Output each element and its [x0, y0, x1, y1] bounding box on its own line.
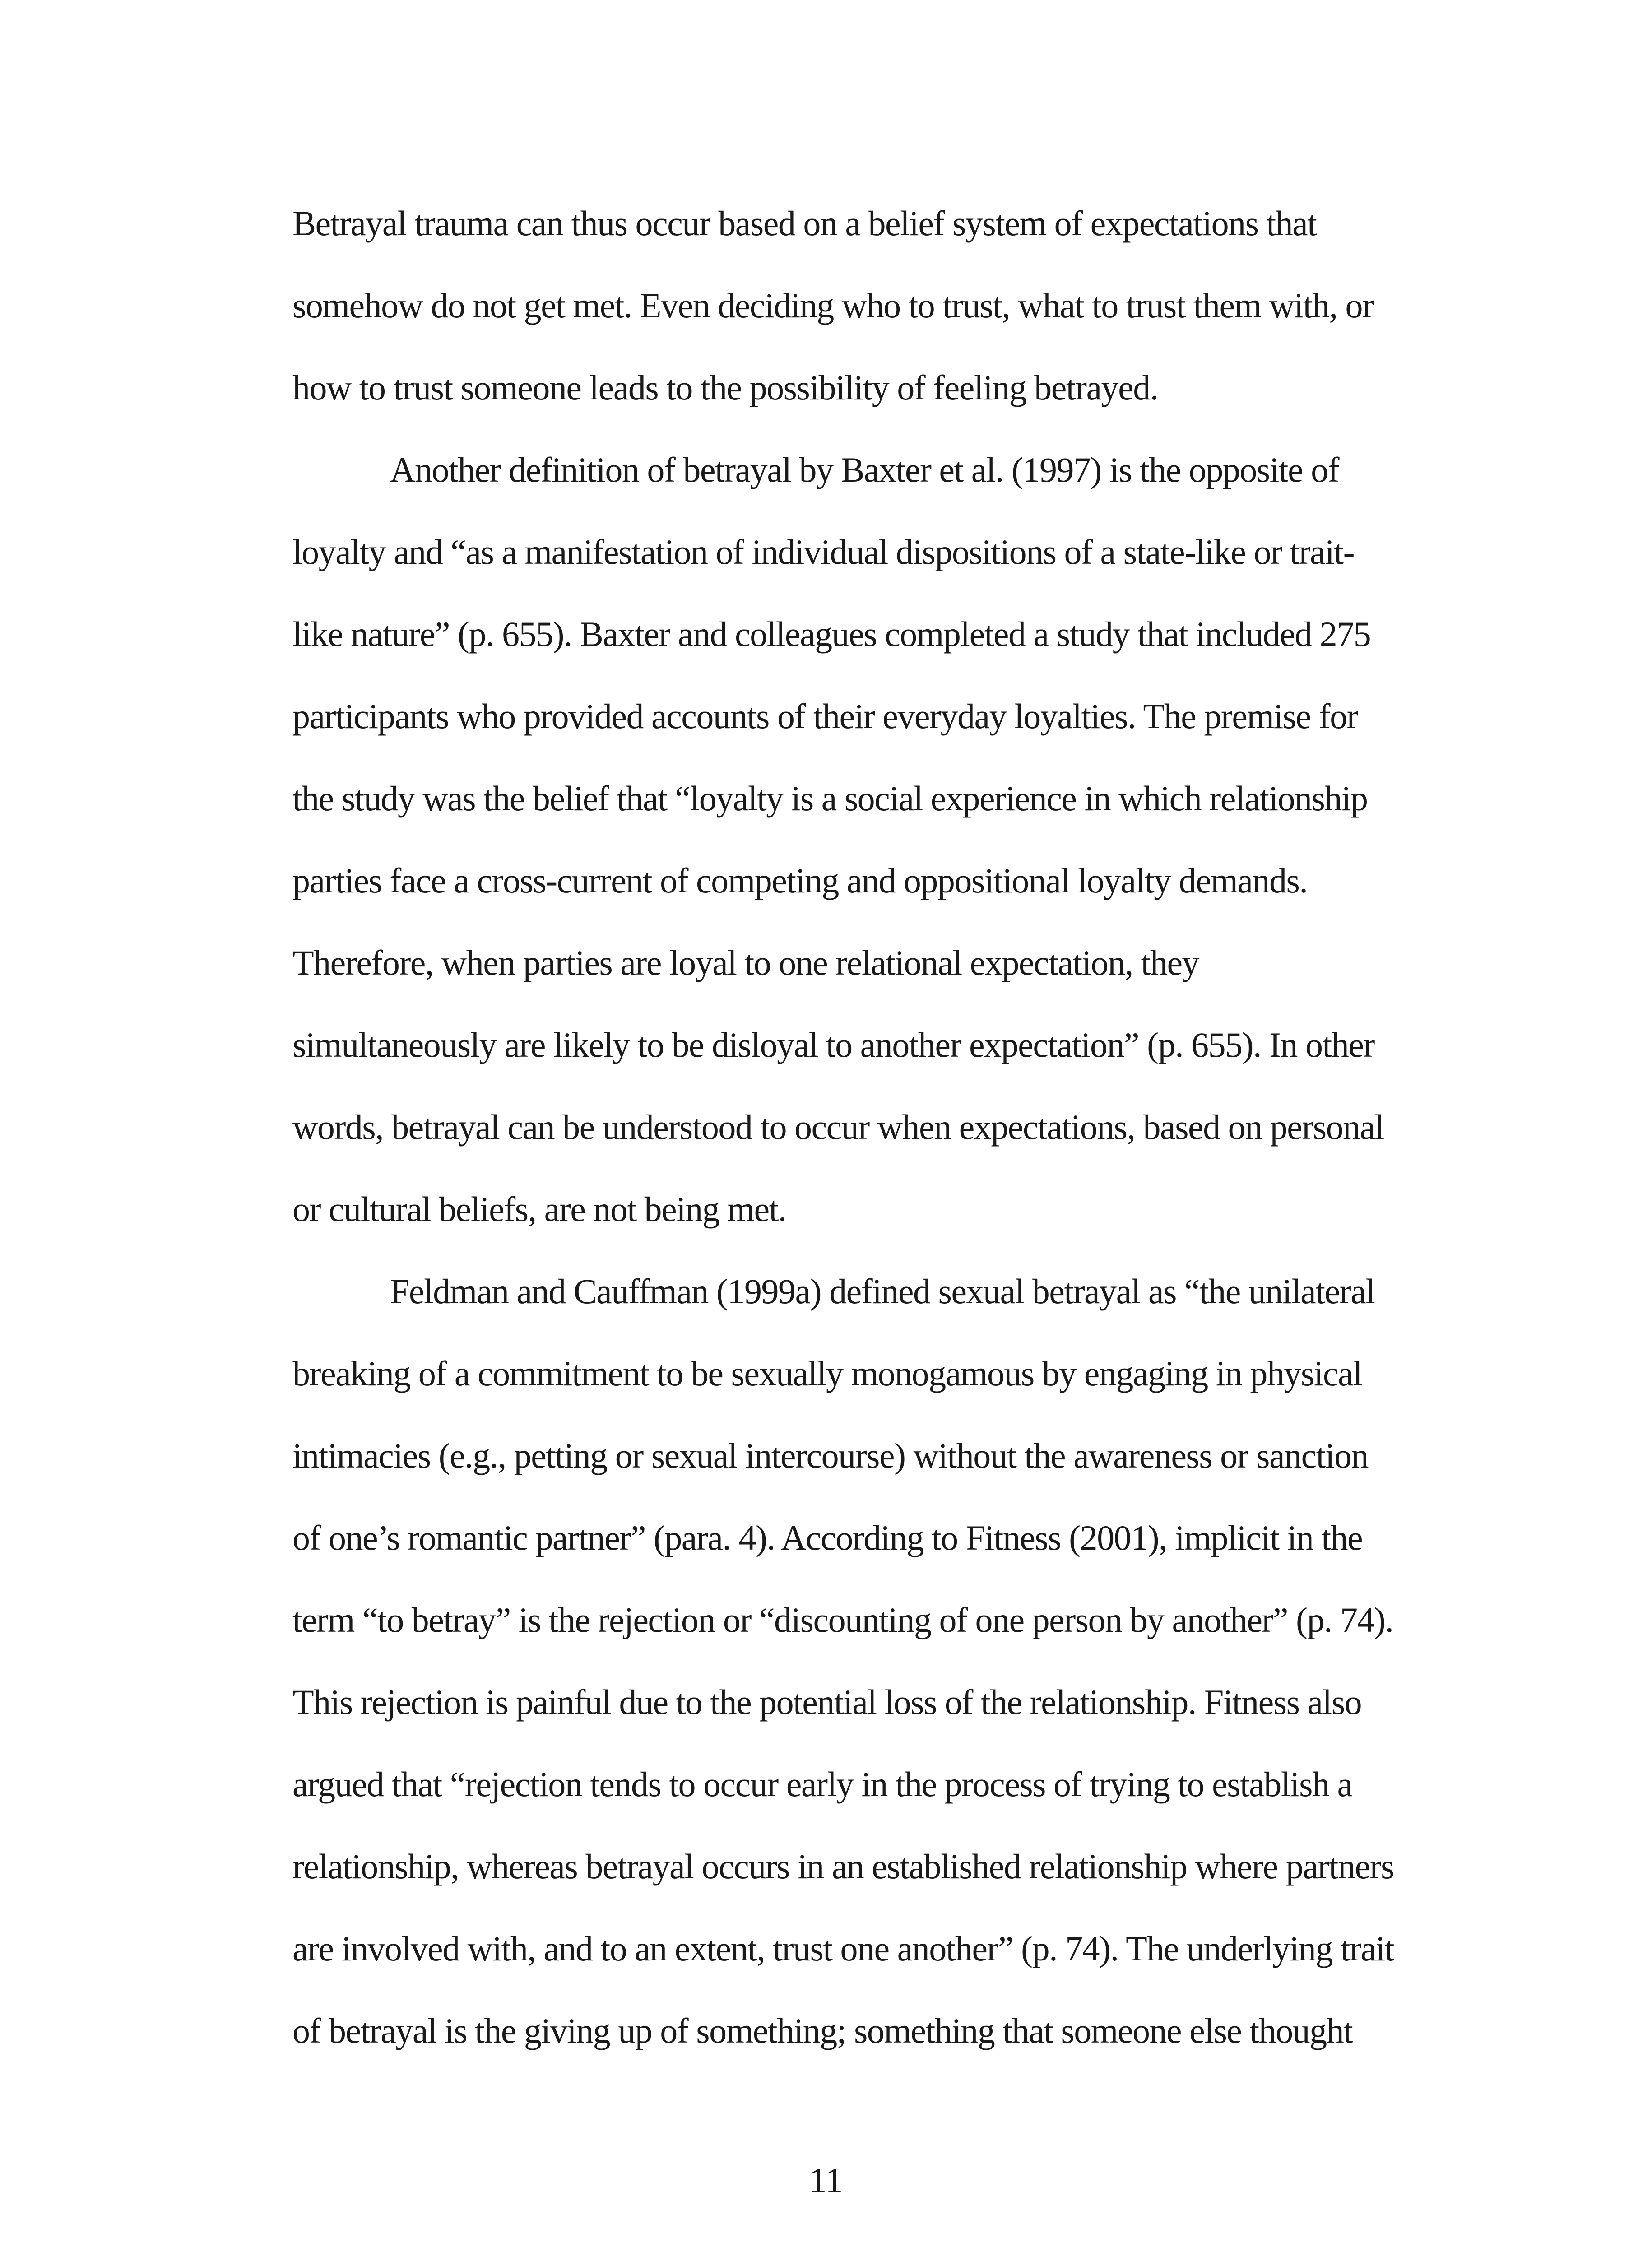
text-line: of one’s romantic partner” (para. 4). According to Fitness (2001), implicit in the: [292, 1518, 1363, 1557]
text-line: how to trust someone leads to the possibility of feeling betrayed.: [292, 368, 1158, 407]
text-line: simultaneously are likely to be disloyal to another expectation” (p. 655). In other: [292, 1025, 1374, 1064]
text-line: breaking of a commitment to be sexually monogamous by engaging in physical: [292, 1354, 1362, 1393]
text-line: are involved with, and to an extent, trust one another” (p. 74). The underlying trait: [292, 1929, 1394, 1968]
text-line: relationship, whereas betrayal occurs in an established relationship where partners: [292, 1847, 1394, 1886]
text-line: words, betrayal can be understood to occur when expectations, based on personal: [292, 1107, 1384, 1147]
paragraph-first-line: Feldman and Cauffman (1999a) defined sexual betrayal as “the unilateral: [390, 1272, 1375, 1311]
text-line: like nature” (p. 655). Baxter and colleagues completed a study that included 275: [292, 614, 1371, 654]
text-line: This rejection is painful due to the potential loss of the relationship. Fitness also: [292, 1682, 1362, 1722]
paragraph-first-line: Another definition of betrayal by Baxter et al. (1997) is the opposite of: [390, 450, 1339, 489]
text-line: argued that “rejection tends to occur early in the process of trying to establish a: [292, 1765, 1352, 1804]
text-line: term “to betray” is the rejection or “discounting of one person by another” (p. 74).: [292, 1600, 1393, 1639]
text-line: Betrayal trauma can thus occur based on a belief system of expectations that: [292, 204, 1317, 243]
text-line: or cultural beliefs, are not being met.: [292, 1189, 786, 1229]
page-number: 11: [809, 2160, 843, 2200]
text-line: parties face a cross-current of competing and oppositional loyalty demands.: [292, 861, 1308, 900]
text-line: the study was the belief that “loyalty is a social experience in which relationship: [292, 779, 1368, 818]
text-line: intimacies (e.g., petting or sexual intercourse) without the awareness or sanction: [292, 1436, 1369, 1475]
text-line: somehow do not get met. Even deciding who to trust, what to trust them with, or: [292, 286, 1374, 325]
text-line: loyalty and “as a manifestation of individual dispositions of a state-like or trait-: [292, 532, 1355, 571]
text-line: of betrayal is the giving up of something; something that someone else thought: [292, 2011, 1353, 2050]
text-line: participants who provided accounts of their everyday loyalties. The premise for: [292, 697, 1358, 736]
text-line: Therefore, when parties are loyal to one relational expectation, they: [292, 943, 1199, 982]
